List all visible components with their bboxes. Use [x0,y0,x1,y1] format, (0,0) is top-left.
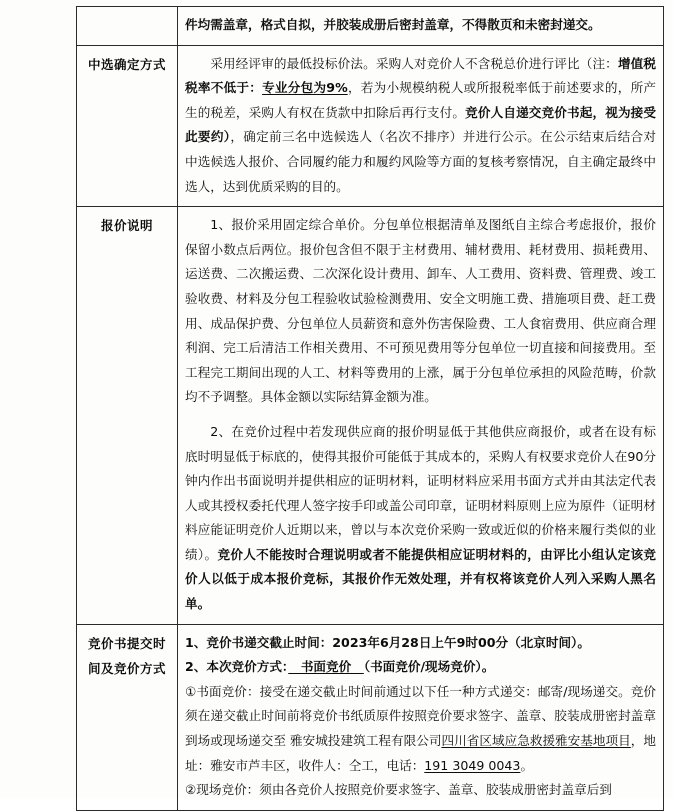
text-run: 竞价人自递交竞价书起，视为接受此要约） [185,104,657,145]
text-run: ①书面竞价：接受在递交截止时间前通过以下任一种方式递交：邮寄/现场递交。竞价须在递交截止时间前将竞价书纸质原件按照竞价要求签字、盖章、胶装成册密封盖章到场或现场递交至 雅安城投建筑工程有限公司 [185,683,656,749]
row-label-submission: 竞价书提交时间及竞价方式 [77,624,178,810]
row-label-quote-notes: 报价说明 [77,207,178,625]
text-run: 采用经评审的最低投标价法。采购人对竞价人不含税总价进行评比（注： [210,55,618,71]
row-content-quote-notes [178,207,664,625]
text-run-emphasis: 书面竞价 [288,659,364,675]
row-content-selection-method [178,45,664,207]
text-run: 1、报价采用固定综合单价。分包单位根据清单及图纸自主综合考虑报价，报价保留小数点后两位。报价包含但不限于主材费用、辅材费用、耗材费用、损耗费用、运送费、二次搬运费、二次深化设计费用、卸车、人工费用、资料费、管理费、竣工验收费、材料及分包工程验收试验检测费用、安全文明施工费、措施项目费、赶工费用、成品保护费、分包单位人员薪资和意外伤害保险费、工人食宿费用、供应商合理利润、完工后清洁工作相关费用、不可预见费用等分包单位一切直接和间接费用。至工程完工期间出现的人工、材料等费用的上涨，属于分包单位承担的风险范畴，价款均不予调整。具体金额以实际结算金额为准。 [185,217,656,405]
text-run-emphasis: 专业分包为9% [262,80,348,96]
text-run: 增值税税率不低于： [185,55,657,96]
paragraph [185,680,656,778]
table-row [77,207,664,625]
text-run: 竞价人不能按时合理说明或者不能提供相应证明材料的，由评比小组认定该竞价人以低于成本报价竞标，其报价作无效处理，并有权将该竞价人列入采购人黑名单。 [185,546,657,612]
row-label-cell-0 [77,7,178,46]
table-row [77,624,664,810]
paragraph [185,52,656,200]
text-run: 2、本次竞价方式： [185,659,289,675]
text-run: ，地址：雅安市芦丰区，收件人：仝工，电话： [185,733,657,773]
row-label-selection-method: 中选确定方式 [77,45,178,207]
text-run: 。 [520,757,534,773]
table-row [77,7,664,46]
text-run: 1、竞价书递交截止时间：2023年6月28日上午9时00分（北京时间）。 [185,634,590,650]
text-run: 件均需盖章，格式自拟，并胶装成册后密封盖章，不得散页和未密封递交。 [185,17,601,32]
paragraph [185,631,656,656]
table-body [77,7,664,811]
paragraph [185,778,656,803]
paragraph [185,420,656,617]
row-content-submission [178,624,664,810]
paragraph [185,13,656,38]
text-run: ，若为小规模纳税人或所报税率低于前述要求的，所产生的税差，采购人有权在货款中扣除后再行支付。 [185,80,657,120]
paragraph [185,213,656,410]
bidding-terms-table [76,6,664,811]
text-run: ，确定前三名中选候选人（名次不排序）并进行公示。在公示结束后结合对中选候选人报价、合同履约能力和履约风险等方面的复核考察情况，自主确定最终中选人，达到优质采购的目的。 [185,129,657,194]
text-run: ②现场竞价：须由各竞价人按照竞价要求签字、盖章、胶装成册密封盖章后到 [185,782,612,798]
table-row [77,45,664,207]
paragraph [185,655,656,680]
text-run: 2、在竞价过程中若发现供应商的报价明显低于其他供应商报价，或者在设有标底时明显低于标底的，使得其报价可能低于其成本的，采购人有权要求竞价人在90分钟内作出书面说明并提供相应的证明材料，证明材料应采用书面方式并由其法定代表人或其授权委托代理人签字按手印或盖公司印章，证明材料原则上应为原件（证明材料应能证明竞价人近期以来，曾以与本次竞价采购一致或近似的价格来履行类似的业绩）。 [185,423,656,562]
text-run: （书面竞价/现场竞价）。 [363,659,495,675]
row-content-cell-0 [178,7,664,46]
text-run-emphasis: 191 3049 0043 [424,757,521,773]
text-run-emphasis: 四川省区域应急救援雅安基地项目 [441,733,631,749]
